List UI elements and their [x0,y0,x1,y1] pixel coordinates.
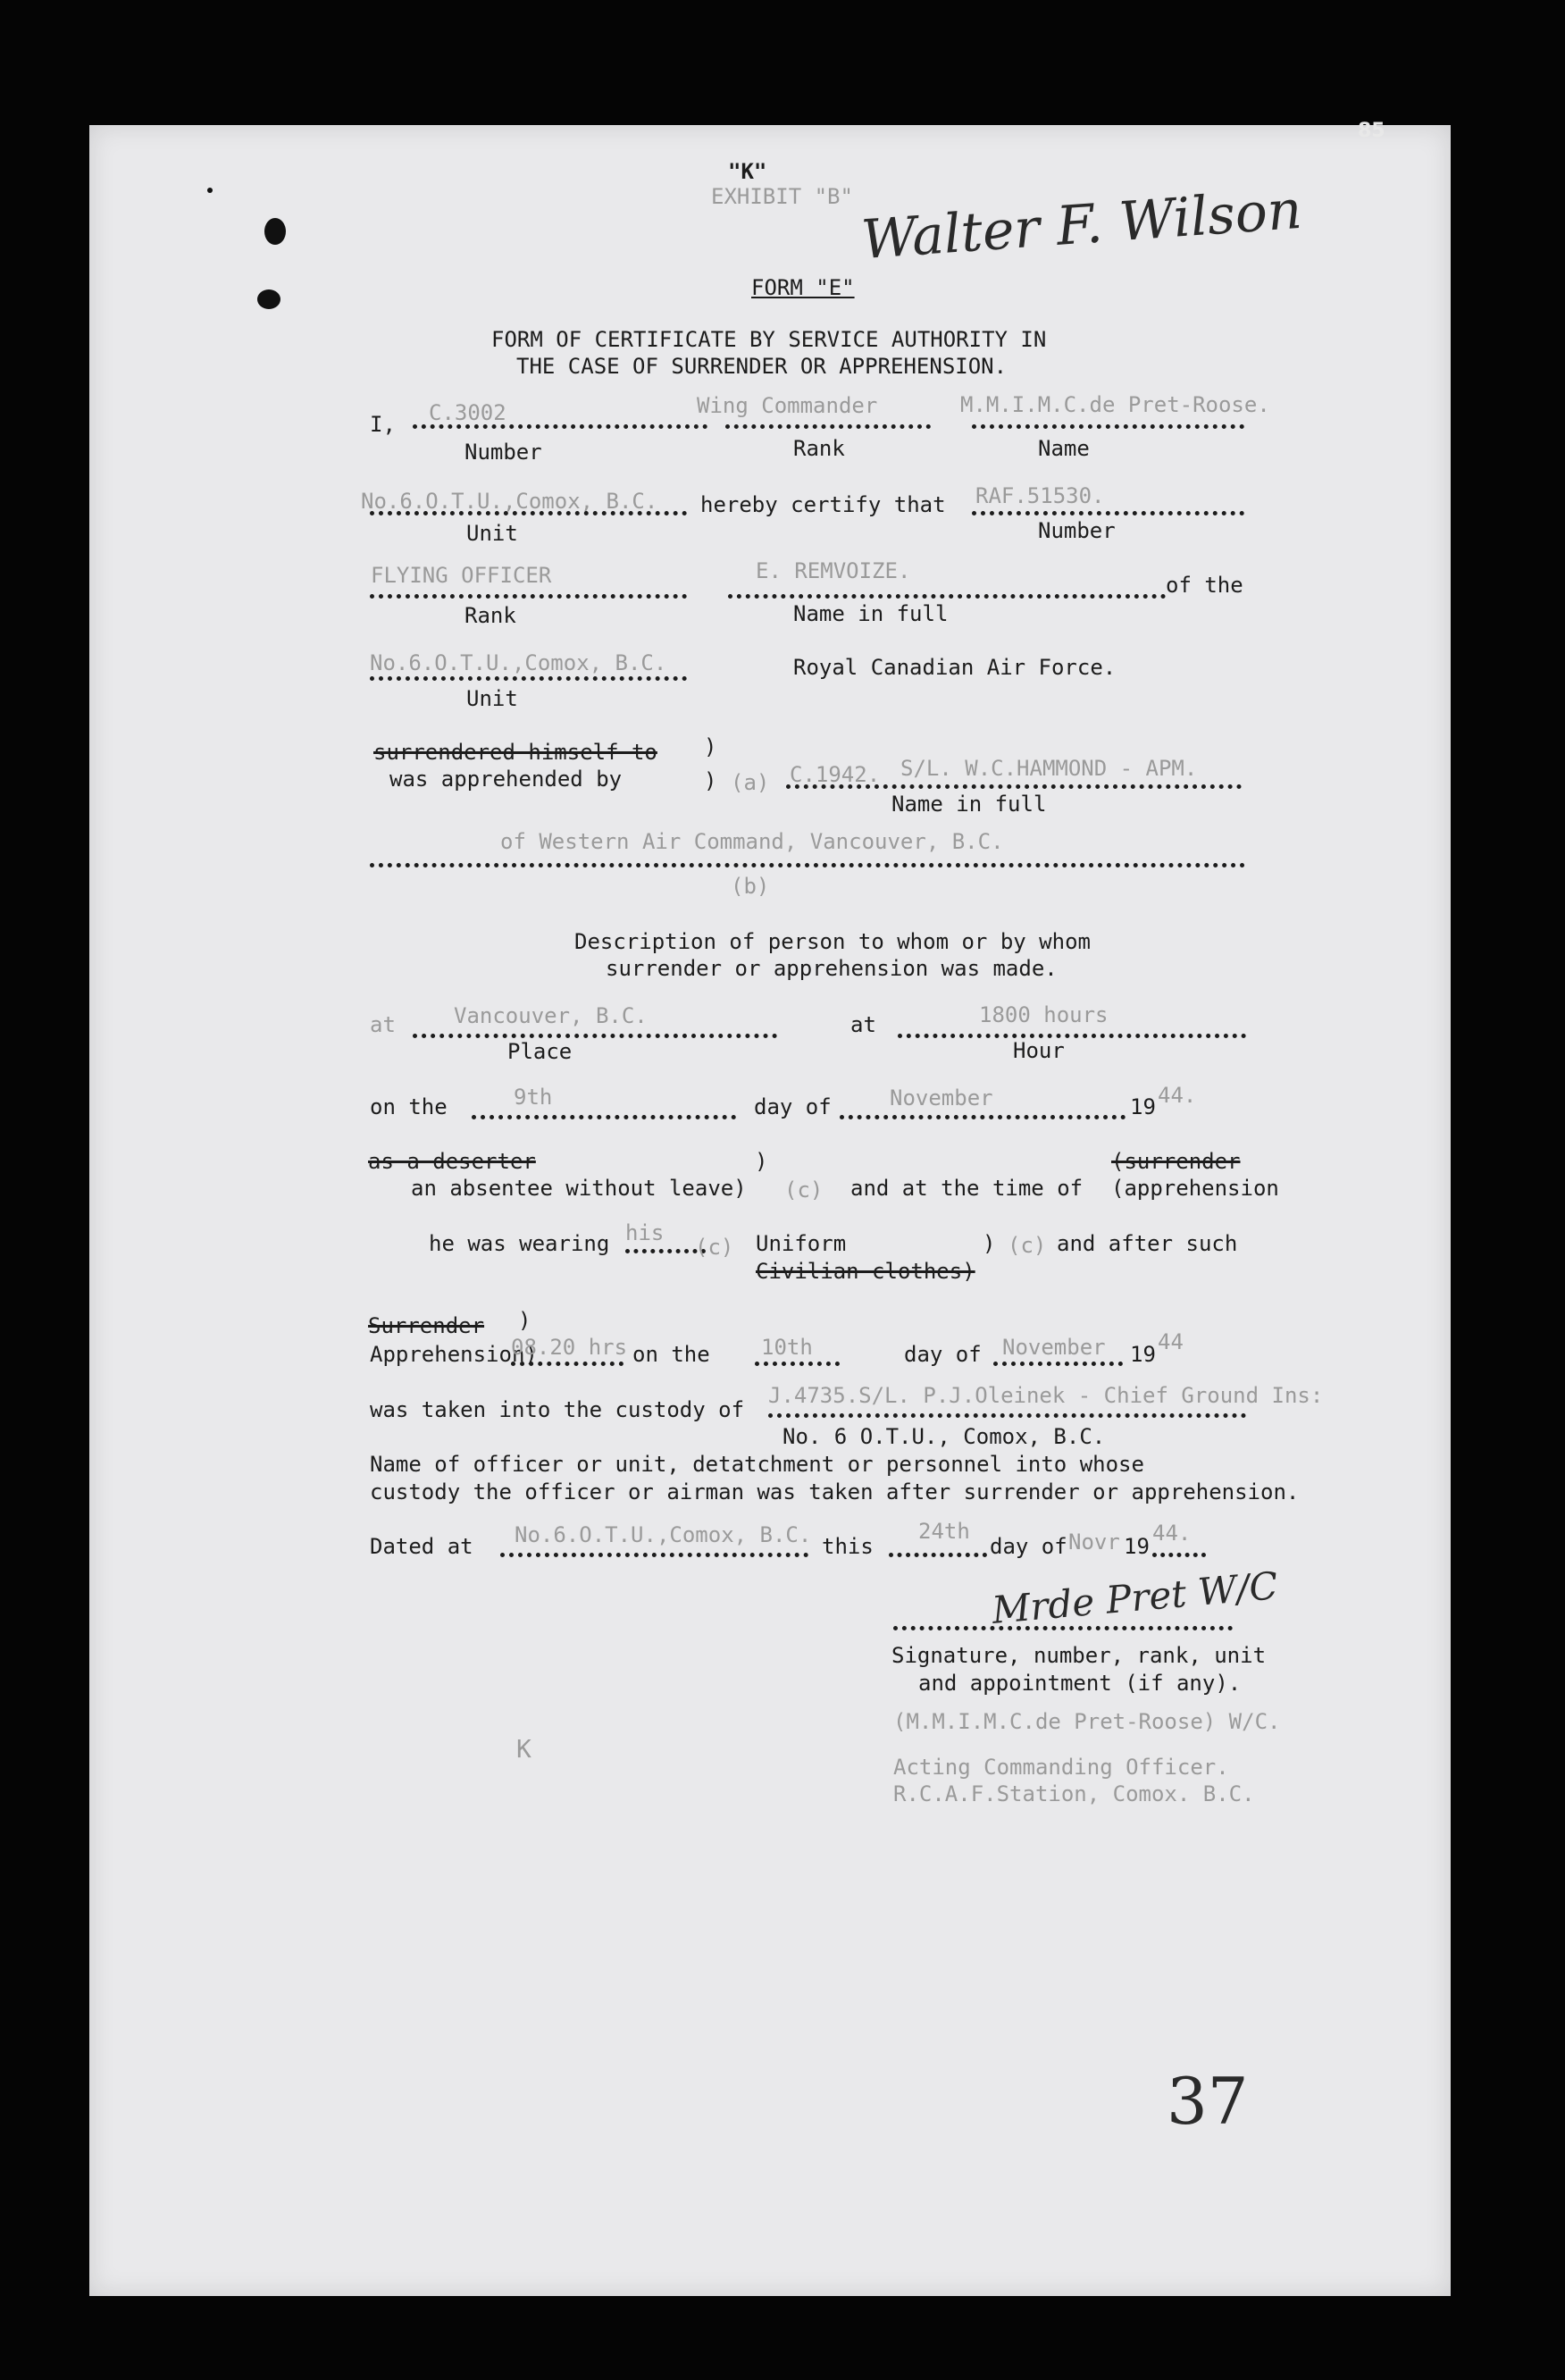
dated-place: No.6.O.T.U.,Comox, B.C. [515,1522,812,1547]
dated-year-prefix: 19 [1124,1534,1150,1559]
signature-label-1: Signature, number, rank, unit [891,1643,1267,1668]
apprehension-option: (apprehension [1111,1176,1279,1201]
subject-rank-line [370,594,687,599]
certifier-unit-line [370,511,687,515]
number-label: Number [464,440,542,465]
description-line-2: surrender or apprehension was made. [606,956,1058,981]
instruction-line-2: custody the officer or airman was taken after surrender or apprehension. [370,1479,1300,1504]
custody-month-line [993,1362,1123,1366]
certifier-unit: No.6.O.T.U.,Comox, B.C. [361,489,658,514]
hour-value: 1800 hours [979,1002,1109,1027]
certifier-rank: Wing Commander [697,393,878,418]
apprehended-of-value: of Western Air Command, Vancouver, B.C. [500,829,1004,854]
hour-label: Hour [1013,1038,1065,1063]
rank-label: Rank [793,436,845,461]
uniform-bracket: ) [983,1231,996,1256]
name-in-full-label: Name in full [793,601,949,626]
wearing-value: his [625,1220,665,1245]
punch-mark [264,218,286,245]
after-such-text: and after such [1057,1231,1238,1256]
certifier-name-line [972,424,1244,429]
day-of-label: day of [754,1094,832,1119]
of-the: of the [1166,573,1243,598]
day-line [472,1115,736,1119]
apprehended-by-number: C.1942. [790,762,881,787]
uniform-marker: (c) [1008,1233,1047,1258]
dated-day: 24th [918,1519,970,1544]
status-marker: (c) [784,1177,824,1203]
apprehended-of-line [370,863,1245,867]
custody-day: 10th [761,1335,813,1360]
typed-name: (M.M.I.M.C.de Pret-Roose) W/C. [893,1709,1281,1734]
number-label-2: Number [1038,518,1116,543]
marker-a: (a) [731,770,770,795]
dated-place-line [500,1553,808,1557]
year-prefix: 19 [1130,1094,1156,1119]
bracket-2: ) [704,768,717,793]
apprehended-by-line [786,784,1242,789]
custody-officer: J.4735.S/L. P.J.Oleinek - Chief Ground Ins: [768,1383,1324,1408]
year-value: 44. [1158,1083,1197,1108]
absentee-text: an absentee without leave) [411,1176,747,1201]
custody-on-the: on the [632,1342,710,1367]
dated-month: Novr [1068,1529,1120,1555]
force-name: Royal Canadian Air Force. [793,655,1117,680]
subject-name-line [728,594,1166,599]
surrendered-struck: surrendered himself to [373,740,657,765]
custody-day-line [755,1362,840,1366]
signature-line [893,1626,1233,1630]
speck [207,188,213,193]
this-label: this [822,1534,874,1559]
unit-label: Unit [466,521,518,546]
subject-number: RAF.51530. [975,483,1105,508]
role-line-2: R.C.A.F.Station, Comox. B.C. [893,1781,1255,1806]
role-line-1: Acting Commanding Officer. [893,1755,1229,1780]
subject-number-line [972,511,1244,515]
exhibit-label: EXHIBIT "B" [711,184,853,209]
form-label: FORM "E" [751,275,855,300]
at-label-2: at [850,1012,876,1037]
civilian-struck: Civilian clothes) [756,1259,975,1284]
month-line [840,1115,1126,1119]
i-prefix: I, [370,412,396,437]
dated-day-line [889,1553,987,1557]
custody-time-line [511,1362,623,1366]
custody-year-prefix: 19 [1130,1342,1156,1367]
marker-b: (b) [731,874,770,899]
k-faint: K [516,1734,531,1764]
place-label: Place [507,1039,573,1064]
place-value: Vancouver, B.C. [454,1003,648,1028]
surrender-option-struck: (surrender [1111,1149,1241,1174]
dated-at-label: Dated at [370,1534,473,1559]
custody-unit: No. 6 O.T.U., Comox, B.C. [782,1424,1106,1449]
folio-number: 37 [1167,2064,1249,2139]
surrender-struck: Surrender [368,1313,485,1338]
certifier-name: M.M.I.M.C.de Pret-Roose. [960,392,1270,417]
certify-text: hereby certify that [700,492,946,517]
custody-time: 08.20 hrs [511,1335,628,1360]
at-label-1: at [370,1012,396,1037]
rank-label-2: Rank [464,603,516,628]
custody-day-of: day of [904,1342,982,1367]
apprehension-label: Apprehension) [370,1342,538,1367]
place-line [413,1034,777,1038]
certifier-number: C.3002 [429,400,506,425]
description-line-1: Description of person to whom or by whom [574,929,1091,954]
surrender-bracket: ) [518,1308,531,1333]
dated-year: 44. [1152,1521,1192,1546]
k-mark: "K" [728,159,767,184]
unit-label-2: Unit [466,686,518,711]
wearing-marker: (c) [695,1235,734,1260]
handwritten-signature: Mrde Pret W/C [990,1563,1280,1632]
handwritten-signature-top: Walter F. Wilson [859,178,1304,272]
title-line-2: THE CASE OF SURRENDER OR APPREHENSION. [516,354,1008,379]
certifier-number-line [413,424,707,429]
custody-year: 44 [1158,1329,1184,1354]
wearing-text: he was wearing [429,1231,610,1256]
title-line-1: FORM OF CERTIFICATE BY SERVICE AUTHORITY IN [491,327,1047,352]
on-the-label: on the [370,1094,448,1119]
uniform-text: Uniform [756,1231,847,1256]
name-label: Name [1038,436,1090,461]
subject-unit-line [370,676,687,681]
subject-unit: No.6.O.T.U.,Comox, B.C. [370,650,667,675]
month-value: November [890,1085,993,1110]
and-at-time-text: and at the time of [850,1176,1084,1201]
status-bracket: ) [755,1149,768,1174]
certifier-rank-line [725,424,931,429]
custody-officer-line [768,1413,1246,1418]
subject-rank: FLYING OFFICER [371,563,552,588]
page-number: 85 [1358,120,1385,142]
day-value: 9th [514,1085,553,1110]
signature-label-2: and appointment (if any). [918,1671,1242,1696]
custody-month: November [1002,1335,1106,1360]
instruction-line-1: Name of officer or unit, detatchment or personnel into whose [370,1452,1144,1477]
apprehended-by: was apprehended by [389,767,623,792]
name-in-full-label-2: Name in full [891,792,1047,817]
wearing-line [625,1249,706,1253]
dated-day-of: day of [990,1534,1067,1559]
hour-line [898,1034,1246,1038]
punch-mark [257,289,280,309]
apprehended-by-name: S/L. W.C.HAMMOND - APM. [900,756,1198,781]
dated-year-line [1152,1553,1206,1557]
subject-name: E. REMVOIZE. [756,558,911,583]
document-page [89,125,1451,2296]
deserter-struck: as a deserter [368,1149,536,1174]
taken-into-custody: was taken into the custody of [370,1397,745,1422]
bracket-1: ) [704,734,717,759]
